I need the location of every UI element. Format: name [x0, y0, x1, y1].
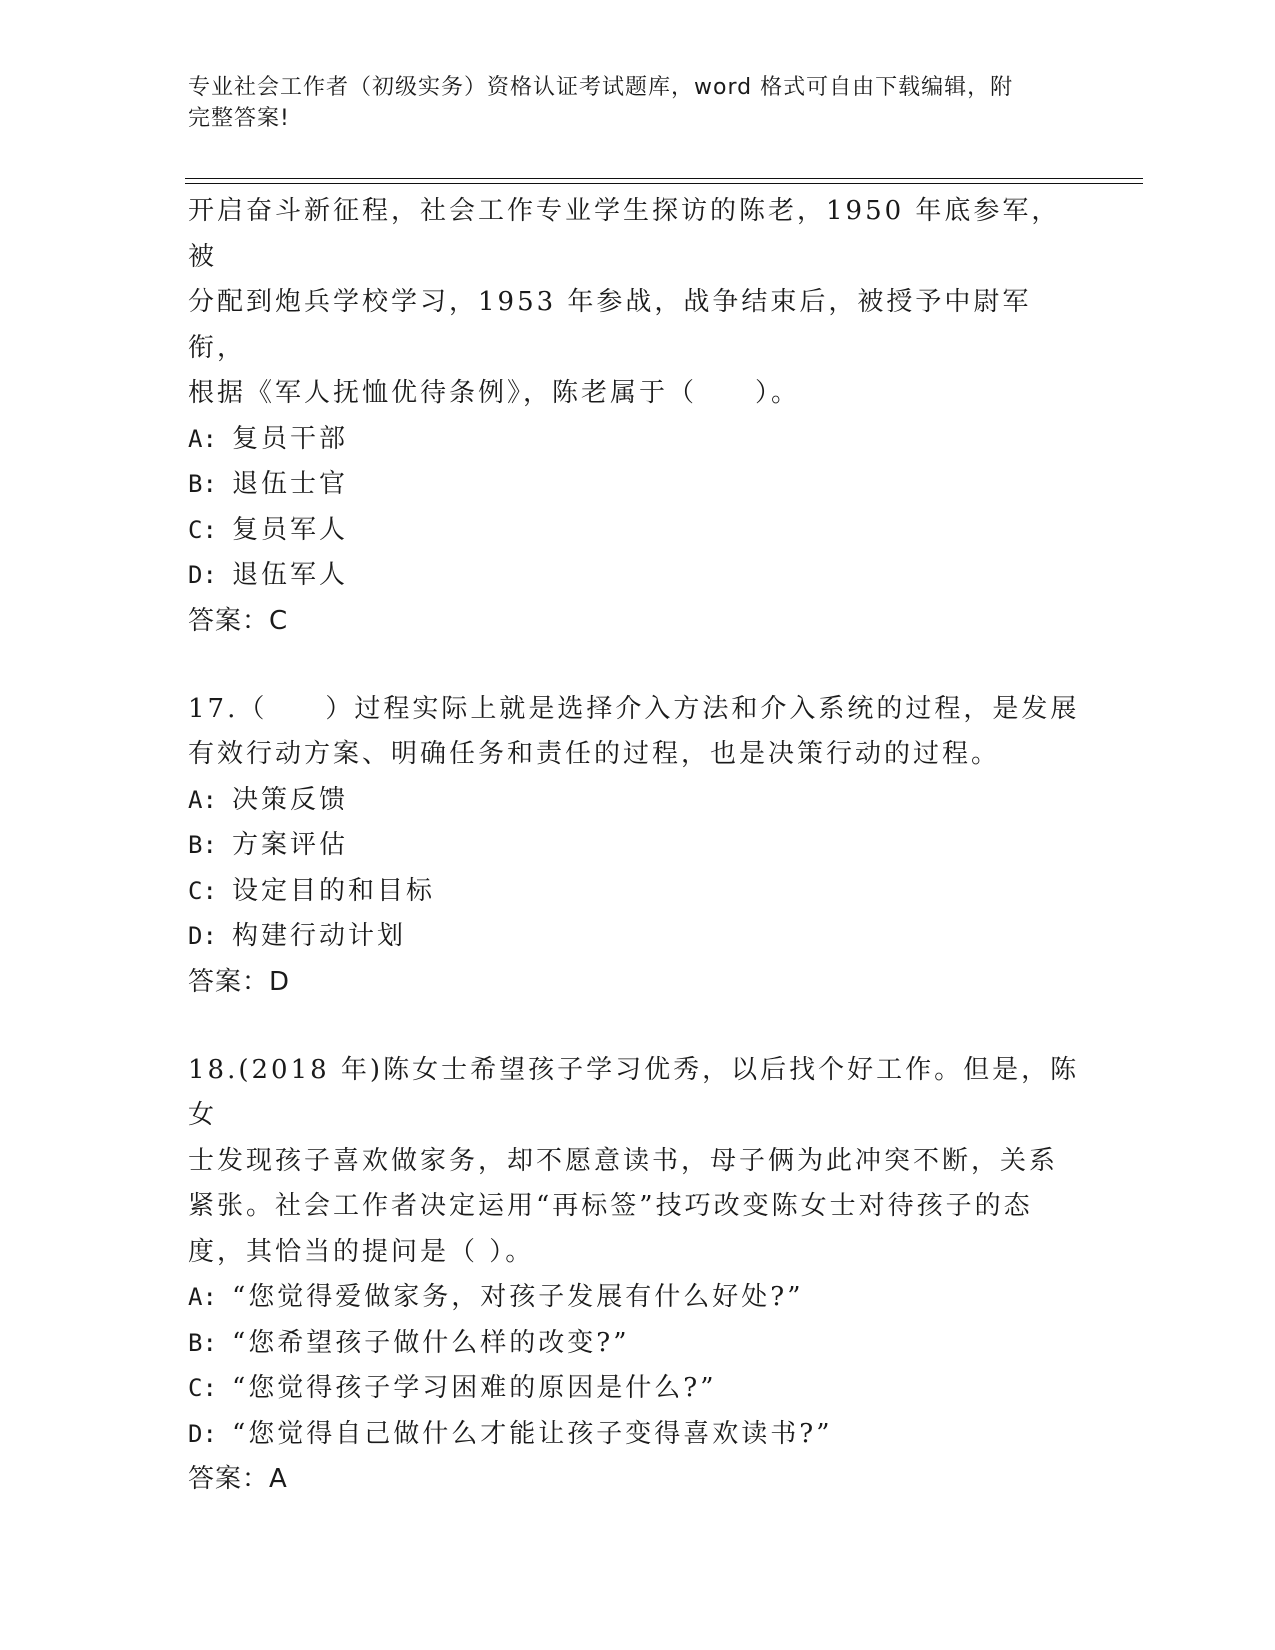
- option-key: B:: [188, 470, 217, 498]
- option-text: 退伍军人: [232, 560, 349, 590]
- option-text: 构建行动计划: [232, 921, 407, 951]
- question-block: [188, 1048, 1088, 1503]
- question-block: [188, 189, 1088, 644]
- option-d: [188, 553, 1088, 599]
- option-key: A:: [188, 424, 217, 453]
- option-key: D:: [188, 1419, 217, 1448]
- header-title-line-1: 专业社会工作者（初级实务）资格认证考试题库，word 格式可自由下载编辑，附: [188, 75, 1014, 100]
- option-b: [188, 462, 1088, 508]
- question-stem: [188, 1048, 1088, 1276]
- option-text: 设定目的和目标: [232, 875, 436, 906]
- option-b: [188, 1321, 1088, 1367]
- option-key: D:: [188, 922, 217, 950]
- stem-line: 紧张。社会工作者决定运用“再标签”技巧改变陈女士对待孩子的态: [188, 1191, 1033, 1221]
- option-key: C:: [188, 515, 217, 544]
- stem-line: 开启奋斗新征程，社会工作专业学生探访的陈老，1950 年底参军，被: [188, 196, 1061, 272]
- option-text: “您觉得爱做家务，对孩子发展有什么好处?”: [232, 1282, 804, 1312]
- option-key: B:: [188, 831, 217, 859]
- answer-line: 答案：C: [188, 605, 289, 636]
- option-text: “您觉得孩子学习困难的原因是什么?”: [232, 1373, 717, 1403]
- option-a: [188, 417, 1088, 463]
- option-text: “您觉得自己做什么才能让孩子变得喜欢读书?”: [232, 1418, 833, 1449]
- question-spacer: [188, 644, 1088, 687]
- stem-line: 士发现孩子喜欢做家务，却不愿意读书，母子俩为此冲突不断，关系: [188, 1145, 1059, 1176]
- option-key: A:: [188, 1283, 217, 1311]
- header-title-line-2: 完整答案!: [188, 106, 290, 131]
- question-stem: [188, 189, 1088, 417]
- option-text: 复员军人: [232, 514, 349, 545]
- stem-line: 分配到炮兵学校学习，1953 年参战，战争结束后，被授予中尉军衔，: [188, 287, 1032, 363]
- option-d: [188, 1412, 1088, 1458]
- option-key: A:: [188, 785, 217, 814]
- option-key: B:: [188, 1328, 217, 1357]
- option-key: D:: [188, 561, 217, 589]
- question-stem: [188, 687, 1088, 778]
- stem-line: 18.(2018 年)陈女士希望孩子学习优秀，以后找个好工作。但是，陈女: [188, 1054, 1080, 1130]
- option-c: [188, 1366, 1088, 1412]
- option-a: [188, 778, 1088, 824]
- question-list: [188, 189, 1088, 1502]
- answer-line: 答案：D: [188, 966, 291, 997]
- question-spacer: [188, 1005, 1088, 1048]
- question-block: [188, 687, 1088, 1005]
- option-b: [188, 823, 1088, 869]
- header-rule-top: [185, 178, 1143, 179]
- option-text: 退伍士官: [232, 469, 349, 499]
- option-text: 决策反馈: [232, 784, 349, 815]
- option-text: “您希望孩子做什么样的改变?”: [232, 1327, 630, 1358]
- stem-line: 17.（ ）过程实际上就是选择介入方法和介入系统的过程，是发展: [188, 693, 1080, 724]
- header-rule-bottom: [185, 183, 1143, 184]
- option-a: [188, 1275, 1088, 1321]
- option-c: [188, 508, 1088, 554]
- option-d: [188, 914, 1088, 960]
- answer-line: 答案：A: [188, 1464, 288, 1494]
- option-c: [188, 869, 1088, 915]
- stem-line: 度，其恰当的提问是（ ）。: [188, 1236, 535, 1267]
- option-text: 复员干部: [232, 423, 349, 454]
- stem-line: 根据《军人抚恤优待条例》，陈老属于（ ）。: [188, 378, 801, 408]
- option-text: 方案评估: [232, 830, 349, 860]
- document-header: [188, 72, 1088, 134]
- option-key: C:: [188, 876, 217, 905]
- option-key: C:: [188, 1374, 217, 1402]
- stem-line: 有效行动方案、明确任务和责任的过程，也是决策行动的过程。: [188, 739, 1001, 769]
